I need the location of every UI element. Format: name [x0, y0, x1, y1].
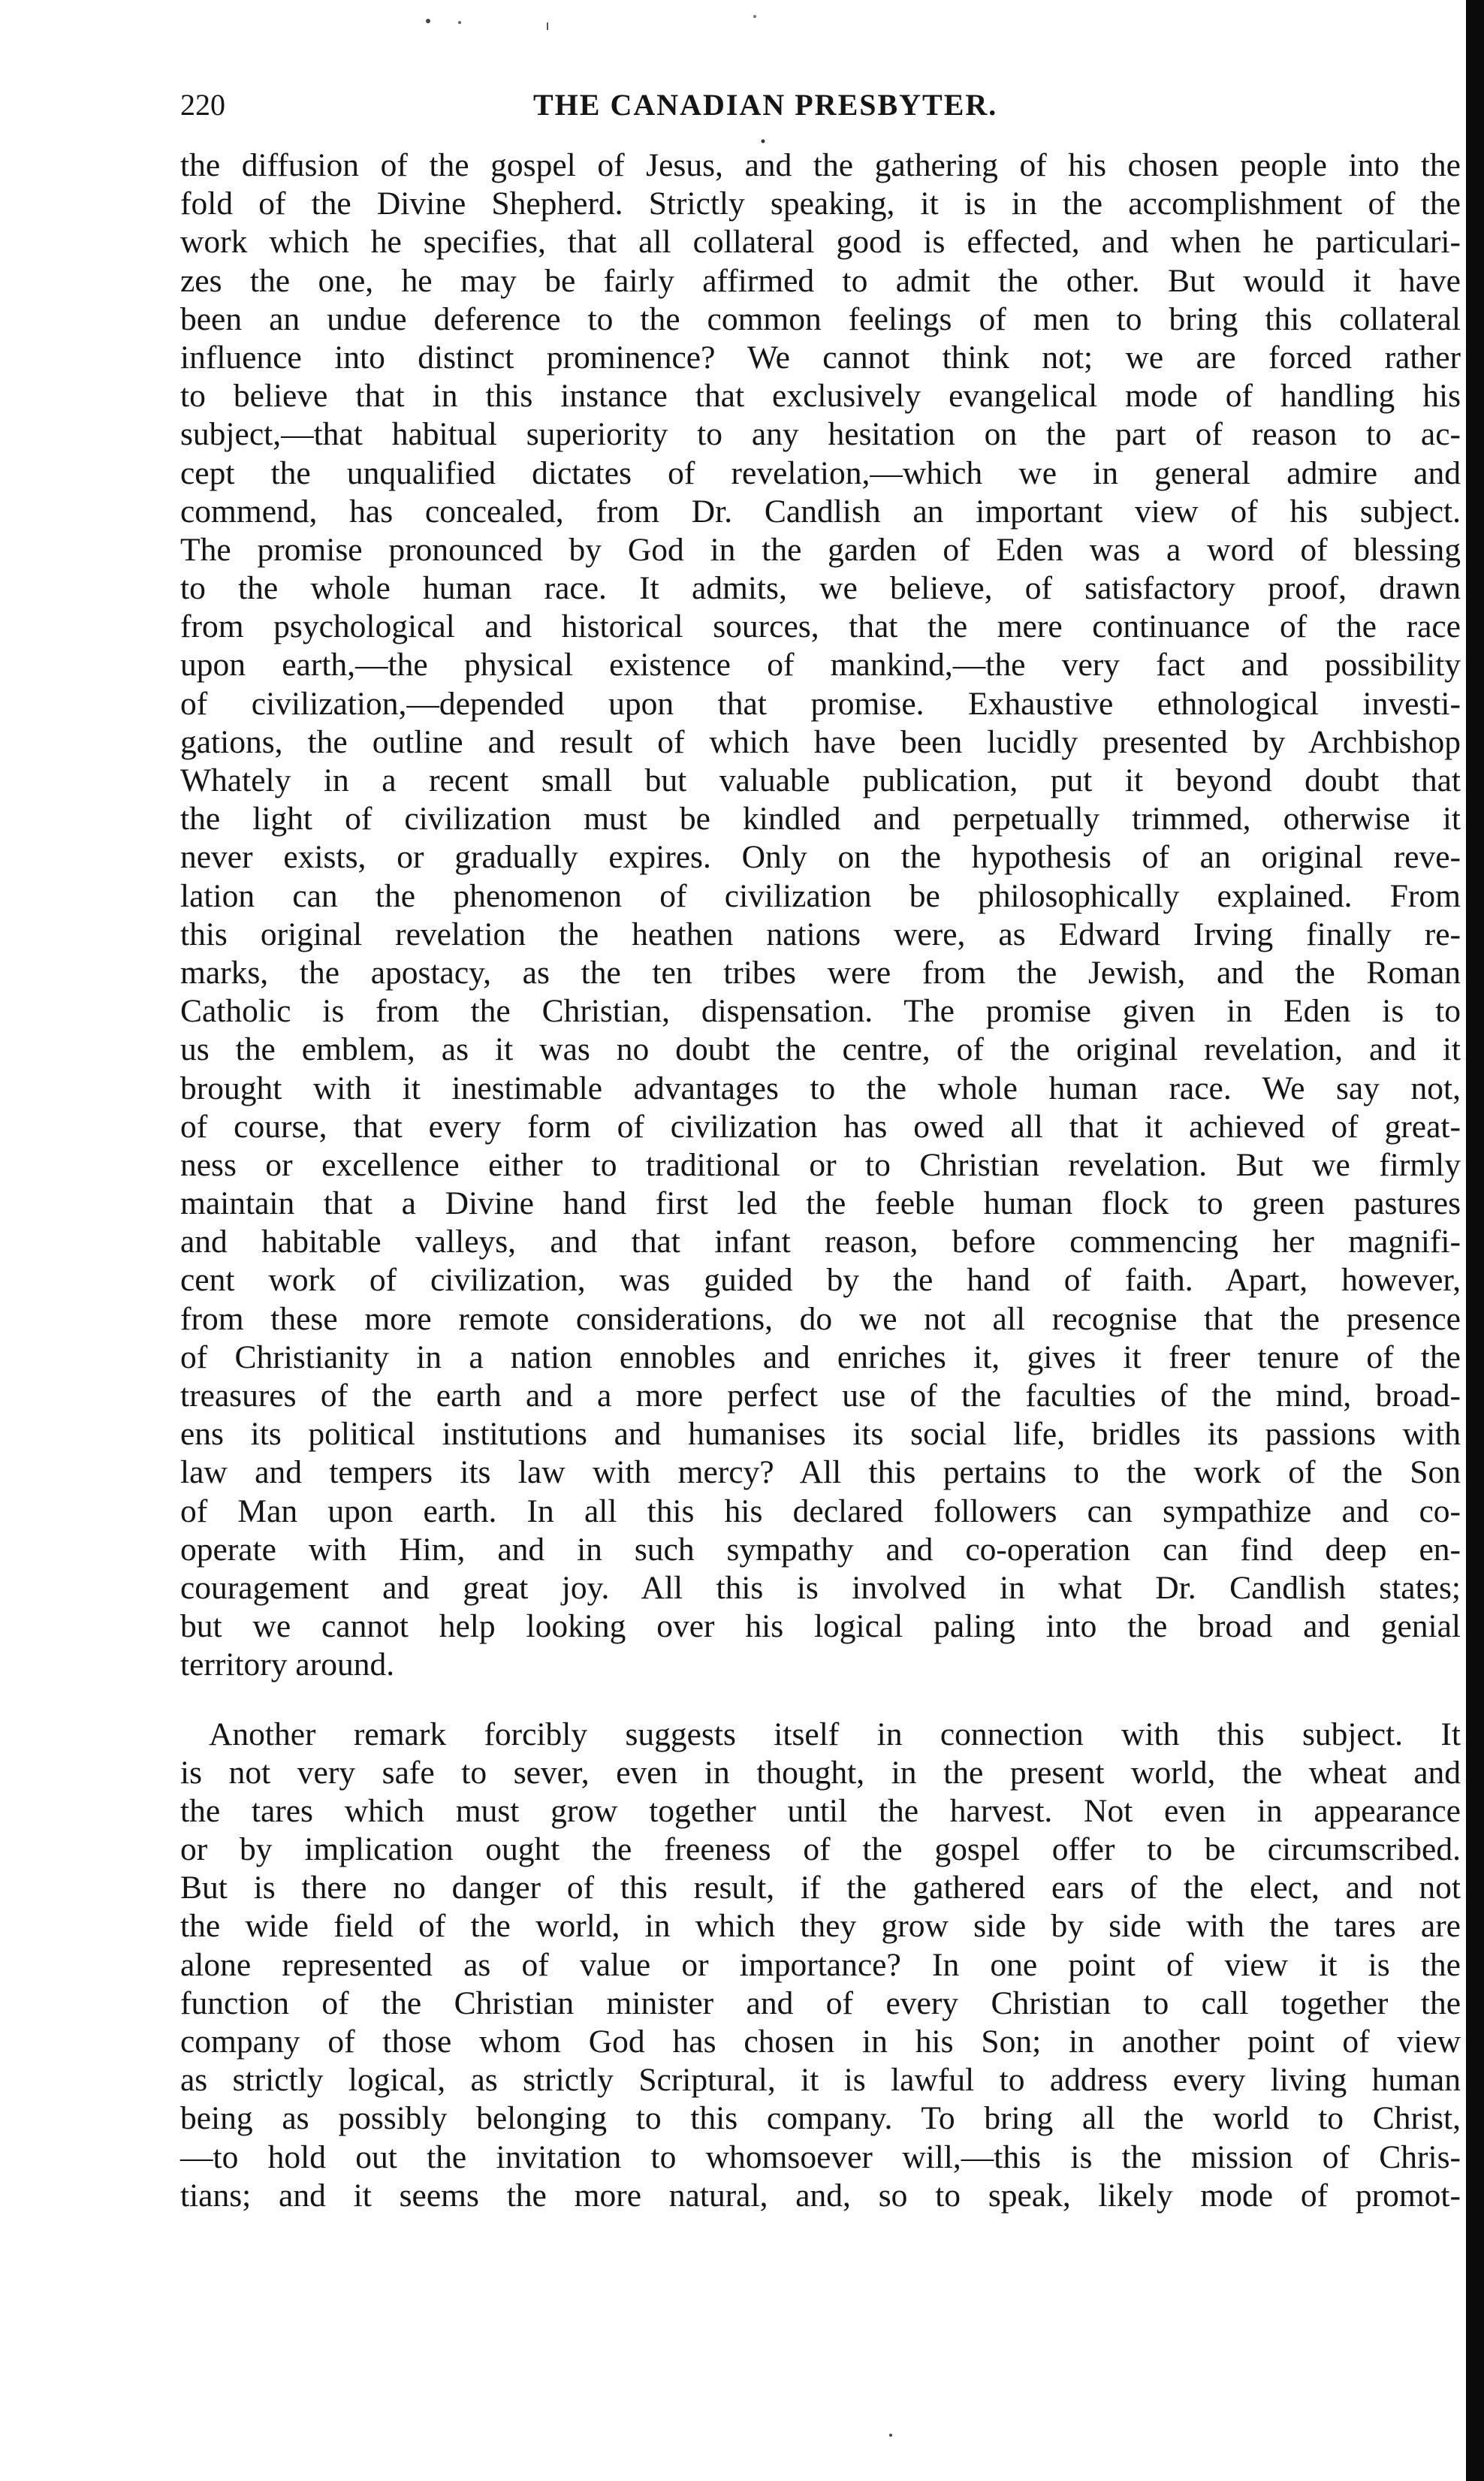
text-line: from these more remote considerations, do we not all recognise that the presence	[180, 1300, 1461, 1337]
text-line: and habitable valleys, and that infant reason, before commencing her magnifi-	[180, 1224, 1461, 1260]
text-line: But is there no danger of this result, if the gathered ears of the elect, and not	[180, 1870, 1461, 1906]
text-line: but we cannot help looking over his logical paling into the broad and genial	[180, 1608, 1461, 1645]
text-line: upon earth,—the physical existence of mankind,—the very fact and possibility	[180, 647, 1461, 684]
text-line: cept the unqualified dictates of revelation,—which we in general admire and	[180, 454, 1461, 491]
paragraph	[180, 146, 1461, 1685]
text-line: or by implication ought the freeness of the gospel offer to be circumscribed.	[180, 1831, 1461, 1868]
paragraph	[180, 1716, 1461, 2215]
text-line: gations, the outline and result of which have been lucidly presented by Archbishop	[180, 723, 1461, 760]
text-line: of Christianity in a nation ennobles and enriches it, gives it freer tenure of the	[180, 1339, 1461, 1375]
text-line: being as possibly belonging to this company. To bring all the world to Christ,	[180, 2100, 1461, 2137]
page-number: 220	[180, 88, 225, 122]
text-line: —to hold out the invitation to whomsoever will,—this is the mission of Chris-	[180, 2138, 1461, 2175]
text-line: function of the Christian minister and of every Christian to call together the	[180, 1984, 1461, 2021]
text-line: as strictly logical, as strictly Scriptural, it is lawful to address every living human	[180, 2062, 1461, 2099]
text-line: maintain that a Divine hand first led the feeble human flock to green pastures	[180, 1185, 1461, 1222]
text-line: never exists, or gradually expires. Only on the hypothesis of an original reve-	[180, 839, 1461, 876]
text-line: ens its political institutions and humanises its social life, bridles its passions with	[180, 1416, 1461, 1453]
text-line: of civilization,—depended upon that promise. Exhaustive ethnological investi-	[180, 685, 1461, 722]
page-header	[180, 83, 1081, 128]
text-line: from psychological and historical sources, that the mere continuance of the race	[180, 608, 1461, 645]
text-line: the diffusion of the gospel of Jesus, and the gathering of his chosen people into the	[180, 147, 1461, 183]
text-line: of Man upon earth. In all this his declared followers can sympathize and co-	[180, 1493, 1461, 1529]
text-line: operate with Him, and in such sympathy and co-operation can find deep en-	[180, 1531, 1461, 1568]
body-text	[180, 146, 1461, 2215]
text-line: work which he specifies, that all collateral good is effected, and when he particulari-	[180, 224, 1461, 261]
text-line: subject,—that habitual superiority to any hesitation on the part of reason to ac-	[180, 416, 1461, 453]
text-line: this original revelation the heathen nations were, as Edward Irving finally re-	[180, 916, 1461, 952]
text-line: cent work of civilization, was guided by the hand of faith. Apart, however,	[180, 1262, 1461, 1299]
text-line: influence into distinct prominence? We cannot think not; we are forced rather	[180, 339, 1461, 376]
text-line: Another remark forcibly suggests itself in connection with this subject. It	[209, 1716, 1461, 1752]
text-line: Catholic is from the Christian, dispensation. The promise given in Eden is to	[180, 993, 1461, 1030]
text-line: the wide field of the world, in which they grow side by side with the tares are	[180, 1908, 1461, 1945]
text-line: been an undue deference to the common feelings of men to bring this collateral	[180, 300, 1461, 337]
text-line: lation can the phenomenon of civilization be philosophically explained. From	[180, 877, 1461, 914]
text-line: us the emblem, as it was no doubt the centre, of the original revelation, and it	[180, 1031, 1461, 1068]
text-line: brought with it inestimable advantages to the whole human race. We say not,	[180, 1070, 1461, 1106]
text-line: tians; and it seems the more natural, and, so to speak, likely mode of promot-	[180, 2177, 1461, 2214]
page-edge-shadow	[1466, 0, 1484, 2481]
text-line: couragement and great joy. All this is involved in what Dr. Candlish states;	[180, 1569, 1461, 1606]
paragraph-gap	[180, 1685, 1461, 1716]
text-line: territory around.	[180, 1646, 395, 1683]
text-line: zes the one, he may be fairly affirmed to admit the other. But would it have	[180, 262, 1461, 299]
text-line: the light of civilization must be kindled and perpetually trimmed, otherwise it	[180, 801, 1461, 838]
text-line: alone represented as of value or importance? In one point of view it is the	[180, 1946, 1461, 1983]
text-line: Whately in a recent small but valuable publication, put it beyond doubt that	[180, 762, 1461, 798]
text-line: to believe that in this instance that exclusively evangelical mode of handling his	[180, 378, 1461, 415]
text-line: law and tempers its law with mercy? All this pertains to the work of the Son	[180, 1454, 1461, 1491]
text-line: ness or excellence either to traditional or to Christian revelation. But we firmly	[180, 1146, 1461, 1183]
text-line: fold of the Divine Shepherd. Strictly speaking, it is in the accomplishment of the	[180, 186, 1461, 222]
running-title: THE CANADIAN PRESBYTER.	[533, 88, 998, 122]
text-line: treasures of the earth and a more perfect use of the faculties of the mind, broad-	[180, 1378, 1461, 1414]
text-line: company of those whom God has chosen in his Son; in another point of view	[180, 2024, 1461, 2060]
text-line: marks, the apostacy, as the ten tribes were from the Jewish, and the Roman	[180, 954, 1461, 991]
text-line: of course, that every form of civilization has owed all that it achieved of great-	[180, 1108, 1461, 1145]
text-line: is not very safe to sever, even in thought, in the present world, the wheat and	[180, 1754, 1461, 1791]
text-line: commend, has concealed, from Dr. Candlish an important view of his subject.	[180, 493, 1461, 530]
text-line: the tares which must grow together until the harvest. Not even in appearance	[180, 1792, 1461, 1829]
text-line: The promise pronounced by God in the garden of Eden was a word of blessing	[180, 531, 1461, 568]
text-line: to the whole human race. It admits, we believe, of satisfactory proof, drawn	[180, 570, 1461, 607]
